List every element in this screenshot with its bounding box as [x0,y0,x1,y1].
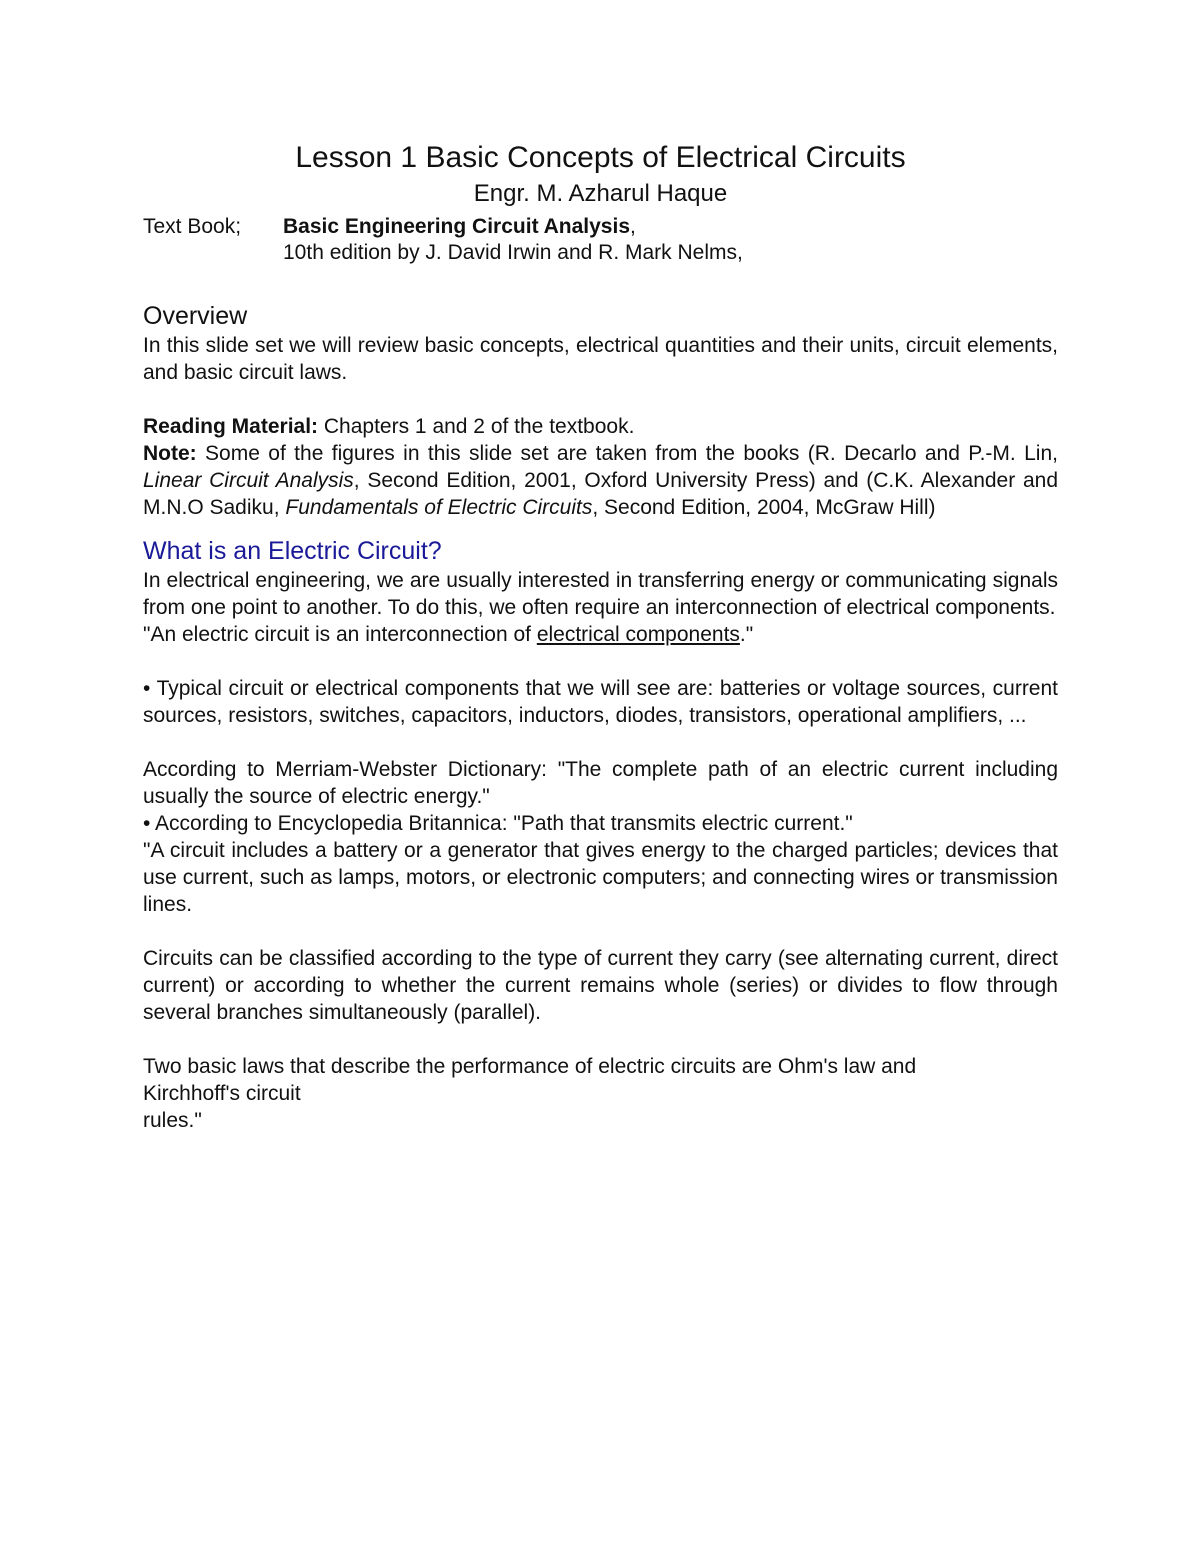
quote-post: ." [739,623,754,646]
overview-heading: Overview [143,302,248,330]
note-book-1: Linear Circuit Analysis [143,469,354,492]
document-content [143,138,1058,1134]
quote-pre: "An electric circuit is an interconnection of [143,623,537,646]
page-title: Lesson 1 Basic Concepts of Electrical Circuits [295,141,906,174]
author-name: Engr. M. Azharul Haque [473,180,728,207]
note-book-2: Fundamentals of Electric Circuits [285,496,593,519]
circuit-intro: In electrical engineering, we are usually interested in transferring energy or communicating signals from one point to another. To do this, we often require an interconnection of electrical components. [143,569,1058,619]
spacer [143,648,1058,675]
spacer [143,729,1058,756]
spacer [143,918,1058,945]
circuit-quote [143,621,1058,648]
note-paragraph [143,440,1058,521]
textbook-reference [143,214,1058,266]
textbook-edition: 10th edition by J. David Irwin and R. Mark Nelms, [283,241,743,264]
overview-text: In this slide set we will review basic concepts, electrical quantities and their units, circuit elements, and basic circuit laws. [143,334,1058,384]
spacer [143,386,1058,413]
basic-laws-line-2: Kirchhoff's circuit [143,1082,301,1105]
note-text-1: Some of the figures in this slide set are taken from the books (R. Decarlo and P.-M. Lin, [196,442,1058,465]
components-bullet: • Typical circuit or electrical components that we will see are: batteries or voltage sources, current sources, resistors, switches, capacitors, inductors, diodes, transistors, operational amplifiers, ... [143,677,1058,727]
electrical-components-link[interactable]: electrical components [536,623,740,646]
reading-material [143,413,1058,440]
textbook-details [283,214,743,266]
note-label: Note: [143,442,197,465]
merriam-definition: According to Merriam-Webster Dictionary: "The complete path of an electric current including usually the source of electric energy." [143,758,1058,808]
britannica-definition: • According to Encyclopedia Britannica: "Path that transmits electric current." [143,812,853,835]
textbook-title-line [283,214,743,240]
textbook-title: Basic Engineering Circuit Analysis [283,215,630,238]
reading-label: Reading Material: [143,415,319,438]
note-text-3: , Second Edition, 2004, McGraw Hill) [592,496,936,519]
basic-laws-line-3: rules." [143,1109,202,1132]
circuit-heading: What is an Electric Circuit? [143,537,442,565]
basic-laws-line-1: Two basic laws that describe the performance of electric circuits are Ohm's law and [143,1055,917,1078]
textbook-title-suffix: , [630,215,636,238]
spacer [143,1026,1058,1053]
note-text-2: , Second Edition, 2001, Oxford University Press) and (C.K. Alexander and M.N.O Sadiku, [143,469,1059,519]
circuit-includes: "A circuit includes a battery or a generator that gives energy to the charged particles; devices that use current, such as lamps, motors, or electronic computers; and connecting wires or transmission lines. [143,839,1058,916]
circuit-classification: Circuits can be classified according to the type of current they carry (see alternating current, direct current) or according to whether the current remains whole (series) or divides to flow through several branches simultaneously (parallel). [143,947,1058,1024]
reading-text: Chapters 1 and 2 of the textbook. [318,415,635,438]
textbook-label: Text Book; [143,215,242,238]
